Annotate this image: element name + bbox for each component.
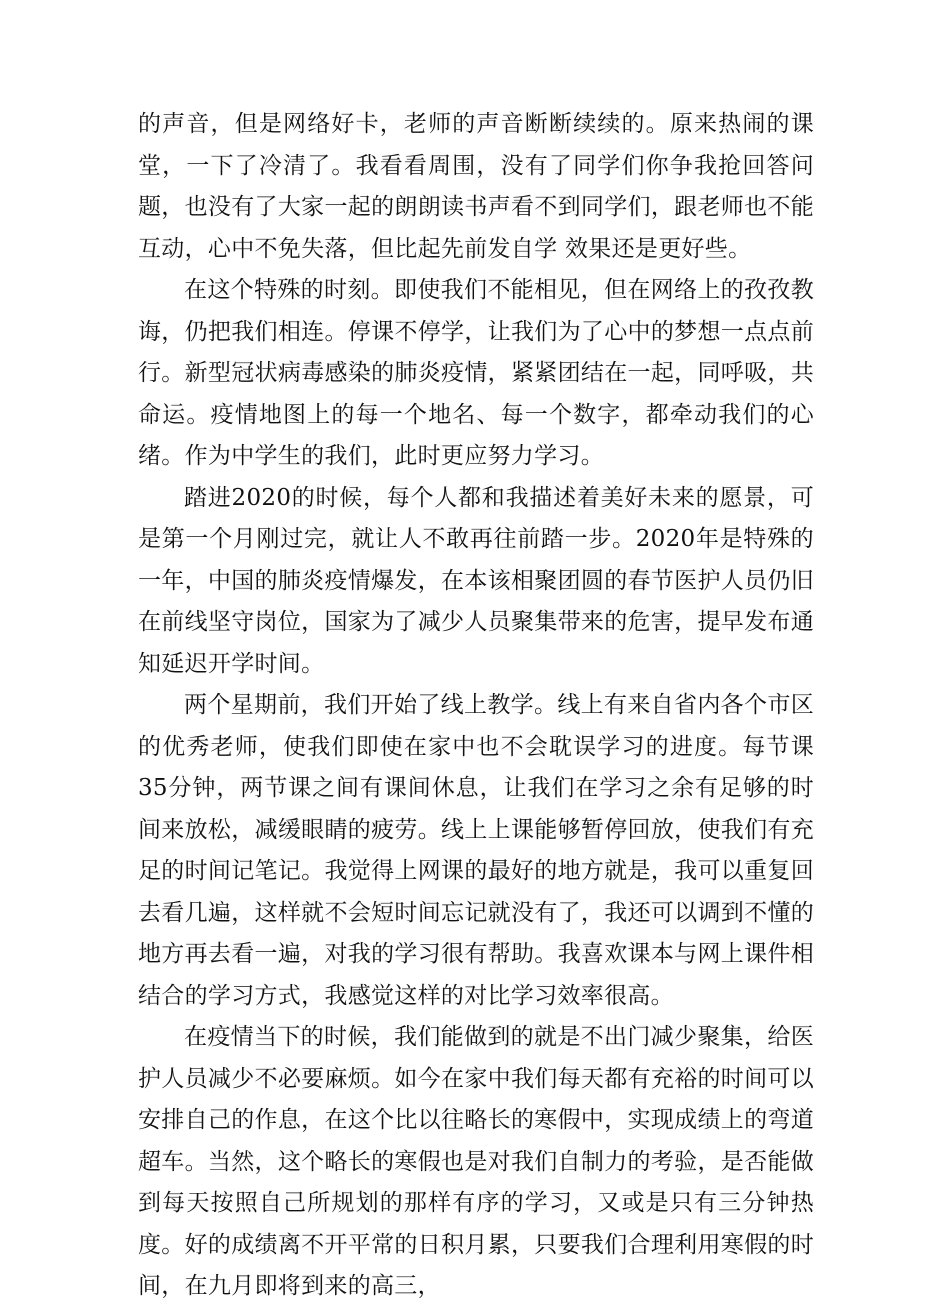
- paragraph: 在这个特殊的时刻。即使我们不能相见，但在网络上的孜孜教诲，仍把我们相连。停课不停学，让我们为了心中的梦想一点点前行。新型冠状病毒感染的肺炎疫情，紧紧团结在一起，同呼吸，共命运。疫情地图上的每一个地名、每一个数字，都牵动我们的心绪。作为中学生的我们，此时更应努力学习。: [138, 277, 814, 469]
- paragraph: 两个星期前，我们开始了线上教学。线上有来自省内各个市区的优秀老师，使我们即使在家中也不会耽误学习的进度。每节课35分钟，两节课之间有课间休息，让我们在学习之余有足够的时间来放松，减缓眼睛的疲劳。线上上课能够暂停回放，使我们有充足的时间记笔记。我觉得上网课的最好的地方就是，我可以重复回去看几遍，这样就不会短时间忘记就没有了，我还可以调到不懂的地方再去看一遍，对我的学习很有帮助。我喜欢课本与网上课件相结合的学习方式，我感觉这样的对比学习效率很高。: [138, 692, 814, 1009]
- paragraph: 的声音，但是网络好卡，老师的声音断断续续的。原来热闹的课堂，一下了冷清了。我看看周围，没有了同学们你争我抢回答问题，也没有了大家一起的朗朗读书声看不到同学们，跟老师也不能互动，心中不免失落，但比起先前发自学 效果还是更好些。: [138, 111, 814, 262]
- paragraph: 在疫情当下的时候，我们能做到的就是不出门减少聚集，给医护人员减少不必要麻烦。如今在家中我们每天都有充裕的时间可以安排自己的作息，在这个比以往略长的寒假中，实现成绩上的弯道超车。当然，这个略长的寒假也是对我们自制力的考验，是否能做到每天按照自己所规划的那样有序的学习，又或是只有三分钟热度。好的成绩离不开平常的日积月累，只要我们合理利用寒假的时间，在九月即将到来的高三，: [138, 1024, 814, 1299]
- document-body: [138, 104, 814, 1308]
- paragraph: 踏进2020的时候，每个人都和我描述着美好未来的愿景，可是第一个月刚过完，就让人不敢再往前踏一步。2020年是特殊的一年，中国的肺炎疫情爆发，在本该相聚团圆的春节医护人员仍旧在前线坚守岗位，国家为了减少人员聚集带来的危害，提早发布通知延迟开学时间。: [138, 484, 814, 677]
